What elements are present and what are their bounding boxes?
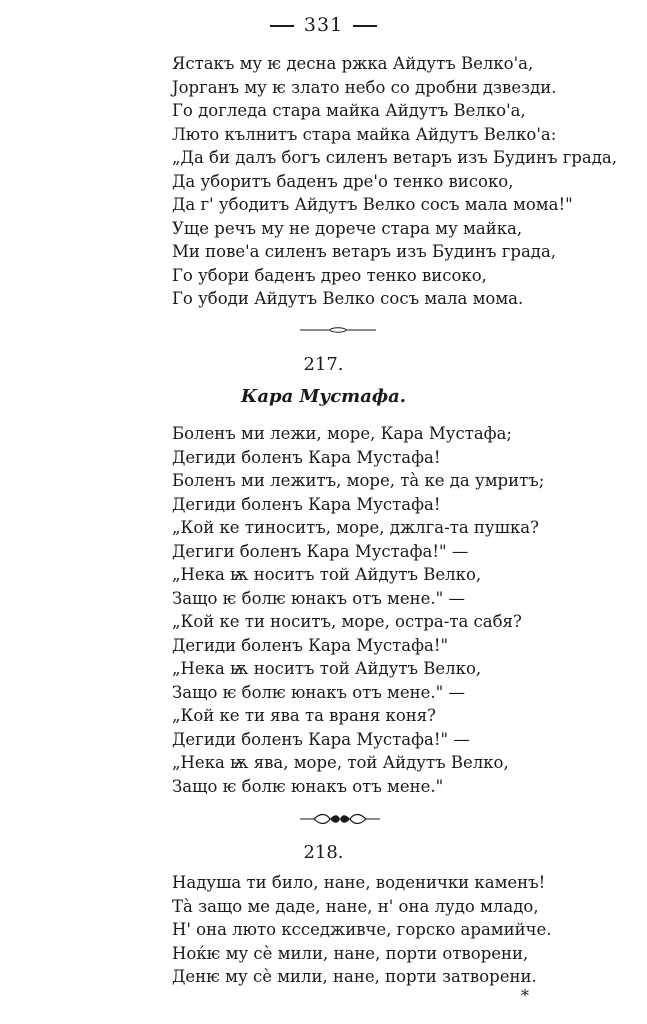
poem-end-block: [172, 52, 618, 311]
verse-line: Защо ѥ болѥ юнакъ отъ мене." —: [172, 682, 465, 702]
verse-line: Денѥ му сè мили, нане, порти затворени.: [172, 967, 537, 986]
verse-line: „Нека ѭ носитъ той Айдутъ Велко,: [172, 565, 482, 584]
verse-line: Да уборитъ баденъ дре'о тенко високо,: [172, 171, 514, 191]
verse-line: Дегиди боленъ Кара Мустафа!: [172, 447, 441, 467]
verse-line: Защо ѥ болѥ юнакъ отъ мене." —: [172, 588, 465, 608]
verse-line: Да г' убодитъ Айдутъ Велко сосъ мала мома!": [172, 195, 573, 214]
verse-line: Дегиди боленъ Кара Мустафа!: [172, 494, 441, 514]
poem-218-block: [172, 871, 592, 989]
verse-line: Люто кълнитъ стара майка Айдутъ Велко'а:: [172, 124, 557, 144]
header-dash-left: [270, 25, 294, 27]
verse-line: Боленъ ми лежи, море, Кара Мустафа;: [172, 424, 512, 443]
header-dash-right: [353, 25, 377, 27]
poem-title: Кара Мустафа.: [240, 386, 407, 407]
poem-number: 218.: [303, 842, 344, 863]
poem-217-block: [172, 422, 592, 798]
verse-line: Уще речъ му не доречe стара му майка,: [172, 218, 523, 238]
verse-line: Надуша ти било, нане, воденички каменъ!: [172, 873, 546, 892]
verse-line: Боленъ ми лежитъ, море, тà ке да умритъ;: [172, 471, 545, 490]
verse-line: Тà защо ме даде, нане, н' она лудо младо,: [172, 896, 539, 916]
verse-line: Јорганъ му ѥ злато небо со дробни дзвезди.: [172, 77, 557, 97]
verse-line: Защо ѥ болѥ юнакъ отъ мене.": [172, 776, 444, 796]
page-number: 331: [303, 14, 344, 36]
verse-line: Го убори баденъ дрео тенко високо,: [172, 265, 487, 285]
poem-number: 217.: [303, 354, 344, 375]
section-divider: [300, 326, 376, 334]
verse-line: „Кой ке ти носитъ, море, остра-та сабя?: [172, 612, 522, 631]
verse-line: Го убоди Айдутъ Велко сосъ мала мома.: [172, 289, 524, 308]
verse-line: Дегиди боленъ Кара Мустафа!" —: [172, 729, 470, 749]
verse-line: Дегиги боленъ Кара Мустафа!" —: [172, 541, 469, 561]
verse-line: „Кой ке тиноситъ, море, джлга-та пушка?: [172, 518, 539, 537]
verse-line: Н' она люто ксседживче, горско арамийче.: [172, 920, 552, 939]
verse-line: „Нека ѭ ява, море, той Айдутъ Велко,: [172, 753, 509, 772]
verse-line: Дегиди боленъ Кара Мустафа!": [172, 635, 449, 655]
verse-line: „Нека ѭ носитъ той Айдутъ Велко,: [172, 659, 482, 678]
verse-line: „Кой ке ти ява та враня коня?: [172, 706, 437, 725]
verse-line: Ноќѥ му сè мили, нане, порти отворени,: [172, 943, 529, 963]
signature-mark: *: [521, 986, 529, 1005]
ornament-divider: [300, 812, 380, 826]
verse-line: „Да би далъ богъ силенъ ветаръ изъ Будинъ града,: [172, 148, 618, 167]
verse-line: Ястакъ му ѥ десна ржка Айдутъ Велко'а,: [172, 54, 534, 73]
verse-line: Ми пове'а силенъ ветаръ изъ Будинъ града,: [172, 242, 557, 261]
verse-line: Го догледа стара майка Айдутъ Велко'а,: [172, 101, 526, 120]
page-header: [0, 14, 647, 36]
